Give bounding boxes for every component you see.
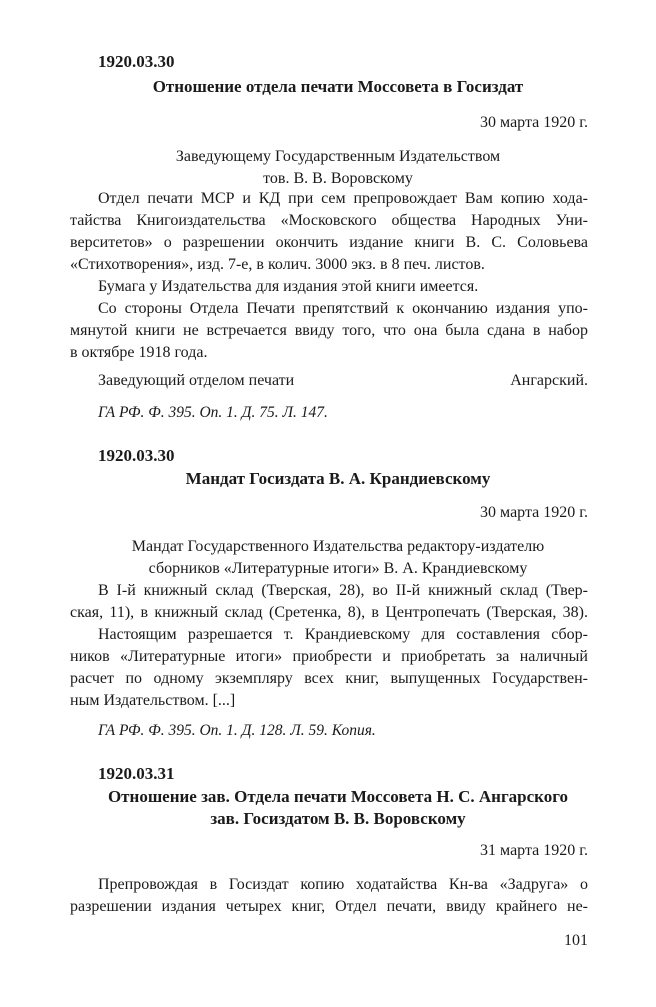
doc1-signature-role: Заведующий отделом печати: [98, 372, 295, 389]
doc1-p1-line-1: Отдел печати МСР и КД при сем препровождает Вам копию хода-: [98, 190, 588, 207]
doc1-signature-name: Ангарский.: [510, 372, 588, 389]
doc1-source: ГА РФ. Ф. 395. Оп. 1. Д. 75. Л. 147.: [98, 404, 328, 421]
doc3-dateline: 31 марта 1920 г.: [480, 842, 588, 859]
doc1-p3-line-3: в октябре 1918 года.: [70, 344, 208, 361]
doc1-dateline: 30 марта 1920 г.: [480, 114, 588, 131]
doc3-p1-line-2: разрешении издания четырех книг, Отдел печати, ввиду крайнего не-: [70, 898, 588, 915]
doc2-p1-line-1: В I-й книжный склад (Тверская, 28), во II-й книжный склад (Твер-: [98, 582, 588, 599]
doc2-p2-line-2: ников «Литературные итоги» приобрести и приобретать за наличный: [70, 648, 588, 665]
doc3-title-line-2: зав. Госиздатом В. В. Воровскому: [210, 809, 466, 828]
doc1-date: 1920.03.30: [98, 52, 175, 71]
doc2-source: ГА РФ. Ф. 395. Оп. 1. Д. 128. Л. 59. Копия.: [98, 722, 376, 739]
doc3-date: 1920.03.31: [98, 764, 175, 783]
doc3-p1-line-1: Препровождая в Госиздат копию ходатайства Кн-ва «Задруга» о: [98, 876, 588, 893]
doc2-p2-line-3: расчет по одному экземпляру всех книг, выпущенных Государствен-: [70, 670, 588, 687]
doc1-title: Отношение отдела печати Моссовета в Госиздат: [152, 77, 524, 96]
doc2-p2-line-1: Настоящим разрешается т. Крандиевскому для составления сбор-: [98, 626, 588, 643]
doc3-title-line-1: Отношение зав. Отдела печати Моссовета Н. С. Ангарского: [107, 787, 569, 806]
doc2-title: Мандат Госиздата В. А. Крандиевскому: [185, 469, 491, 488]
doc1-p1-line-2: тайства Книгоиздательства «Московского общества Народных Уни-: [70, 212, 588, 229]
doc1-p2-line-1: Бумага у Издательства для издания этой книги имеется.: [98, 278, 479, 295]
doc1-p1-line-4: «Стихотворения», изд. 7-е, в колич. 3000 экз. в 8 печ. листов.: [70, 256, 485, 273]
doc2-date: 1920.03.30: [98, 446, 175, 465]
doc2-dateline: 30 марта 1920 г.: [480, 504, 588, 521]
doc2-p1-line-2: ская, 11), в книжный склад (Сретенка, 8), в Центропечать (Тверская, 38).: [70, 604, 588, 621]
doc1-p3-line-1: Со стороны Отдела Печати препятствий к окончанию издания упо-: [98, 300, 588, 317]
doc1-p3-line-2: мянутой книги не встречается ввиду того, что она была сдана в набор: [70, 322, 588, 339]
doc1-addressee-line-1: Заведующему Государственным Издательством: [175, 148, 501, 165]
doc2-addressee-line-1: Мандат Государственного Издательства редактору-издателю: [131, 538, 545, 555]
page-number: 101: [564, 932, 588, 949]
doc1-addressee-line-2: тов. В. В. Воровскому: [263, 170, 413, 187]
doc1-p1-line-3: верситетов» о разрешении окончить издание книги В. С. Соловьева: [70, 234, 588, 251]
doc2-addressee-line-2: сборников «Литературные итоги» В. А. Крандиевскому: [148, 560, 528, 577]
doc2-p2-line-4: ным Издательством. [...]: [70, 692, 236, 709]
